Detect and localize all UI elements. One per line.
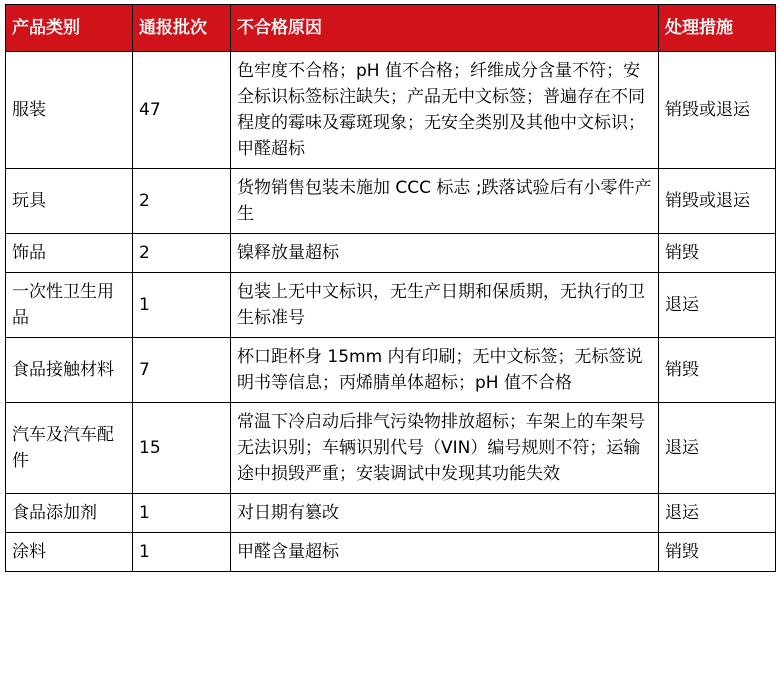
cell-category: 汽车及汽车配件 xyxy=(6,403,133,494)
cell-category: 食品添加剂 xyxy=(6,494,133,533)
cell-measure: 退运 xyxy=(659,273,776,338)
cell-measure: 退运 xyxy=(659,403,776,494)
cell-reason: 甲醛含量超标 xyxy=(231,533,659,572)
table-row xyxy=(6,494,776,533)
cell-measure: 销毁 xyxy=(659,338,776,403)
cell-batches: 1 xyxy=(133,494,231,533)
header-batches: 通报批次 xyxy=(133,5,231,52)
cell-batches: 15 xyxy=(133,403,231,494)
table-header-row xyxy=(6,5,776,52)
table-row xyxy=(6,234,776,273)
cell-batches: 1 xyxy=(133,533,231,572)
cell-batches: 2 xyxy=(133,169,231,234)
cell-reason: 常温下冷启动后排气污染物排放超标；车架上的车架号无法识别；车辆识别代号（VIN）编号规则不符；运输途中损毁严重；安装调试中发现其功能失效 xyxy=(231,403,659,494)
cell-category: 服装 xyxy=(6,52,133,169)
cell-measure: 销毁 xyxy=(659,234,776,273)
cell-reason: 镍释放量超标 xyxy=(231,234,659,273)
table-row xyxy=(6,273,776,338)
cell-category: 涂料 xyxy=(6,533,133,572)
header-category: 产品类别 xyxy=(6,5,133,52)
header-reason: 不合格原因 xyxy=(231,5,659,52)
cell-category: 一次性卫生用品 xyxy=(6,273,133,338)
cell-measure: 销毁或退运 xyxy=(659,169,776,234)
cell-batches: 2 xyxy=(133,234,231,273)
table-row xyxy=(6,52,776,169)
table-row xyxy=(6,338,776,403)
table-row xyxy=(6,403,776,494)
table-row xyxy=(6,533,776,572)
cell-reason: 包装上无中文标识，无生产日期和保质期，无执行的卫生标准号 xyxy=(231,273,659,338)
cell-reason: 对日期有篡改 xyxy=(231,494,659,533)
cell-batches: 1 xyxy=(133,273,231,338)
product-inspection-table xyxy=(5,4,776,572)
cell-measure: 销毁或退运 xyxy=(659,52,776,169)
cell-category: 饰品 xyxy=(6,234,133,273)
table-row xyxy=(6,169,776,234)
cell-batches: 7 xyxy=(133,338,231,403)
header-measure: 处理措施 xyxy=(659,5,776,52)
cell-category: 玩具 xyxy=(6,169,133,234)
cell-reason: 色牢度不合格；pH 值不合格；纤维成分含量不符；安全标识标签标注缺失；产品无中文标签；普遍存在不同程度的霉味及霉斑现象；无安全类别及其他中文标识；甲醛超标 xyxy=(231,52,659,169)
cell-batches: 47 xyxy=(133,52,231,169)
cell-reason: 杯口距杯身 15mm 内有印刷；无中文标签；无标签说明书等信息；丙烯腈单体超标；pH 值不合格 xyxy=(231,338,659,403)
cell-reason: 货物销售包装未施加 CCC 标志 ;跌落试验后有小零件产生 xyxy=(231,169,659,234)
cell-measure: 退运 xyxy=(659,494,776,533)
cell-measure: 销毁 xyxy=(659,533,776,572)
cell-category: 食品接触材料 xyxy=(6,338,133,403)
